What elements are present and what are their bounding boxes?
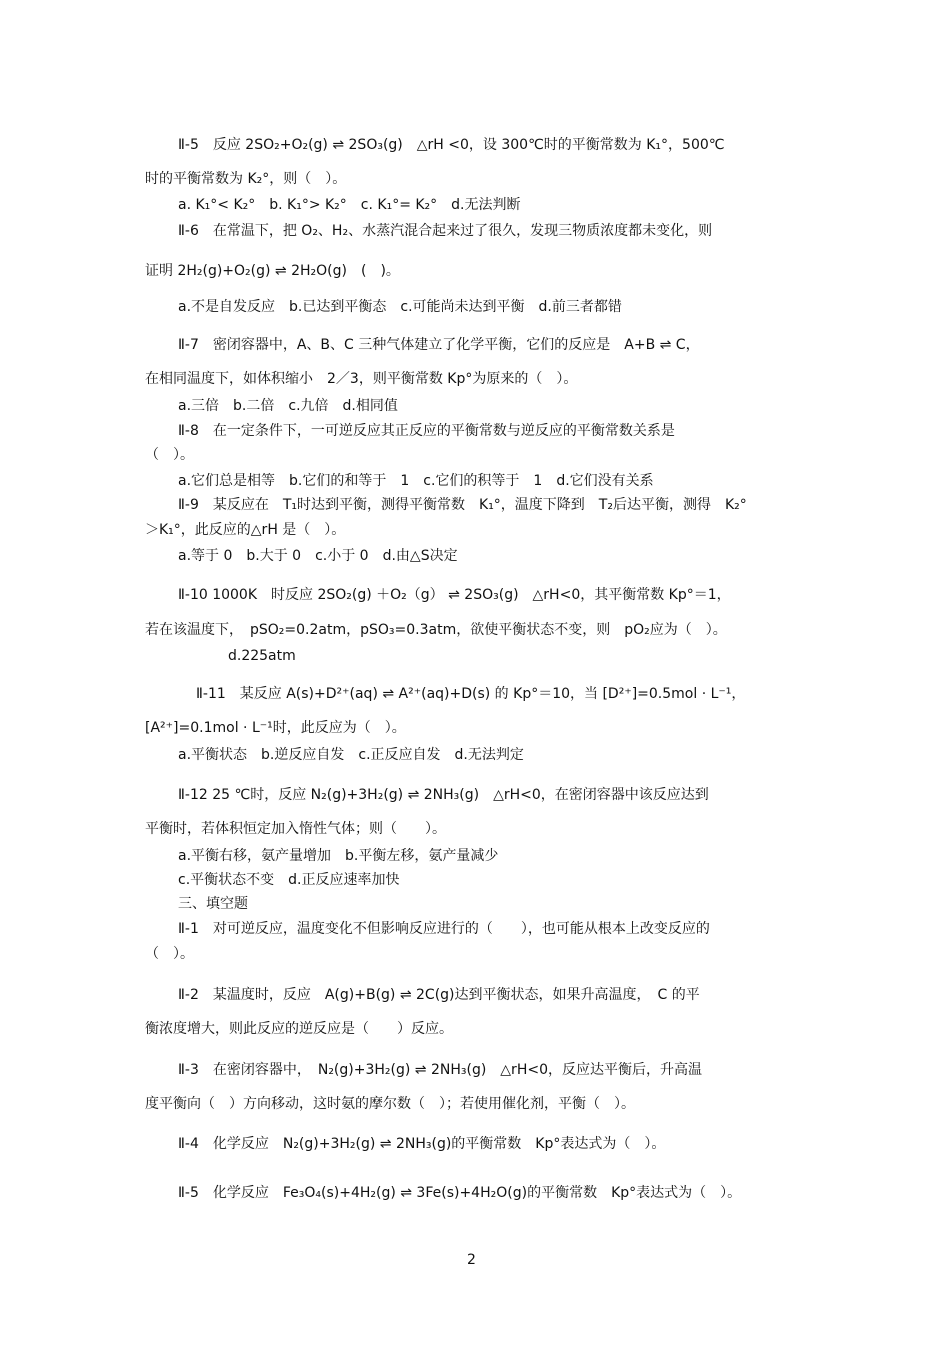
- text-line: Ⅱ-9 某反应在 T₁时达到平衡，测得平衡常数 K₁°，温度下降到 T₂后达平衡，测得 K₂°: [178, 497, 747, 513]
- text-line: （ ）。: [145, 447, 194, 463]
- text-line: a.平衡状态 b.逆反应自发 c.正反应自发 d.无法判定: [178, 747, 524, 763]
- text-line: a. K₁°< K₂° b. K₁°> K₂° c. K₁°= K₂° d.无法判断: [178, 197, 521, 213]
- text-line: 衡浓度增大，则此反应的逆反应是（ ）反应。: [145, 1021, 453, 1037]
- text-line: 证明 2H₂(g)+O₂(g) ⇌ 2H₂O(g) ( )。: [145, 263, 400, 279]
- text-line: 平衡时，若体积恒定加入惰性气体；则（ ）。: [145, 821, 446, 837]
- text-line: Ⅱ-8 在一定条件下，一可逆反应其正反应的平衡常数与逆反应的平衡常数关系是: [178, 423, 675, 439]
- text-line: a.不是自发反应 b.已达到平衡态 c.可能尚未达到平衡 d.前三者都错: [178, 299, 622, 315]
- text-line: Ⅱ-4 化学反应 N₂(g)+3H₂(g) ⇌ 2NH₃(g)的平衡常数 Kp°表达式为（ ）。: [178, 1136, 666, 1152]
- text-line: d.225atm: [228, 648, 296, 664]
- text-line: Ⅱ-12 25 ℃时，反应 N₂(g)+3H₂(g) ⇌ 2NH₃(g) △rH<0，在密闭容器中该反应达到: [178, 787, 709, 803]
- text-line: a.三倍 b.二倍 c.九倍 d.相同值: [178, 398, 398, 414]
- text-line: Ⅱ-2 某温度时，反应 A(g)+B(g) ⇌ 2C(g)达到平衡状态，如果升高温度， C 的平: [178, 987, 700, 1003]
- text-line: Ⅱ-11 某反应 A(s)+D²⁺(aq) ⇌ A²⁺(aq)+D(s) 的 Kp°＝10，当 [D²⁺]=0.5mol · L⁻¹，: [196, 686, 746, 702]
- text-line: 在相同温度下，如体积缩小 2／3，则平衡常数 Kp°为原来的（ ）。: [145, 371, 578, 387]
- text-line: （ ）。: [145, 946, 194, 962]
- text-line: a.等于 0 b.大于 0 c.小于 0 d.由△S决定: [178, 548, 458, 564]
- text-line: Ⅱ-1 对可逆反应，温度变化不但影响反应进行的（ ），也可能从根本上改变反应的: [178, 921, 710, 937]
- text-line: Ⅱ-7 密闭容器中，A、B、C 三种气体建立了化学平衡，它们的反应是 A+B ⇌ C，: [178, 337, 700, 353]
- text-line: Ⅱ-5 化学反应 Fe₃O₄(s)+4H₂(g) ⇌ 3Fe(s)+4H₂O(g)的平衡常数 Kp°表达式为（ ）。: [178, 1185, 742, 1201]
- text-line: a.它们总是相等 b.它们的和等于 1 c.它们的积等于 1 d.它们没有关系: [178, 473, 654, 489]
- text-line: 度平衡向（ ）方向移动，这时氨的摩尔数（ ）；若使用催化剂，平衡（ ）。: [145, 1096, 635, 1112]
- text-line: a.平衡右移，氨产量增加 b.平衡左移，氨产量减少: [178, 848, 499, 864]
- text-line: Ⅱ-6 在常温下，把 O₂、H₂、水蒸汽混合起来过了很久，发现三物质浓度都未变化，则: [178, 223, 713, 239]
- text-line: [A²⁺]=0.1mol · L⁻¹时，此反应为（ ）。: [145, 720, 406, 736]
- text-line: Ⅱ-10 1000K 时反应 2SO₂(g) ＋O₂（g） ⇌ 2SO₃(g) △rH<0，其平衡常数 Kp°＝1，: [178, 587, 731, 603]
- text-line: ＞K₁°，此反应的△rH 是（ ）。: [145, 522, 346, 538]
- text-line: Ⅱ-5 反应 2SO₂+O₂(g) ⇌ 2SO₃(g) △rH <0，设 300℃时的平衡常数为 K₁°，500℃: [178, 137, 725, 153]
- text-line: Ⅱ-3 在密闭容器中， N₂(g)+3H₂(g) ⇌ 2NH₃(g) △rH<0，反应达平衡后，升高温: [178, 1062, 702, 1078]
- text-line: c.平衡状态不变 d.正反应速率加快: [178, 872, 400, 888]
- section-heading: 三、填空题: [178, 896, 248, 912]
- page-number: 2: [467, 1252, 476, 1268]
- text-line: 时的平衡常数为 K₂°，则（ ）。: [145, 171, 347, 187]
- text-line: 若在该温度下， pSO₂=0.2atm，pSO₃=0.3atm，欲使平衡状态不变，则 pO₂应为（ ）。: [145, 622, 727, 638]
